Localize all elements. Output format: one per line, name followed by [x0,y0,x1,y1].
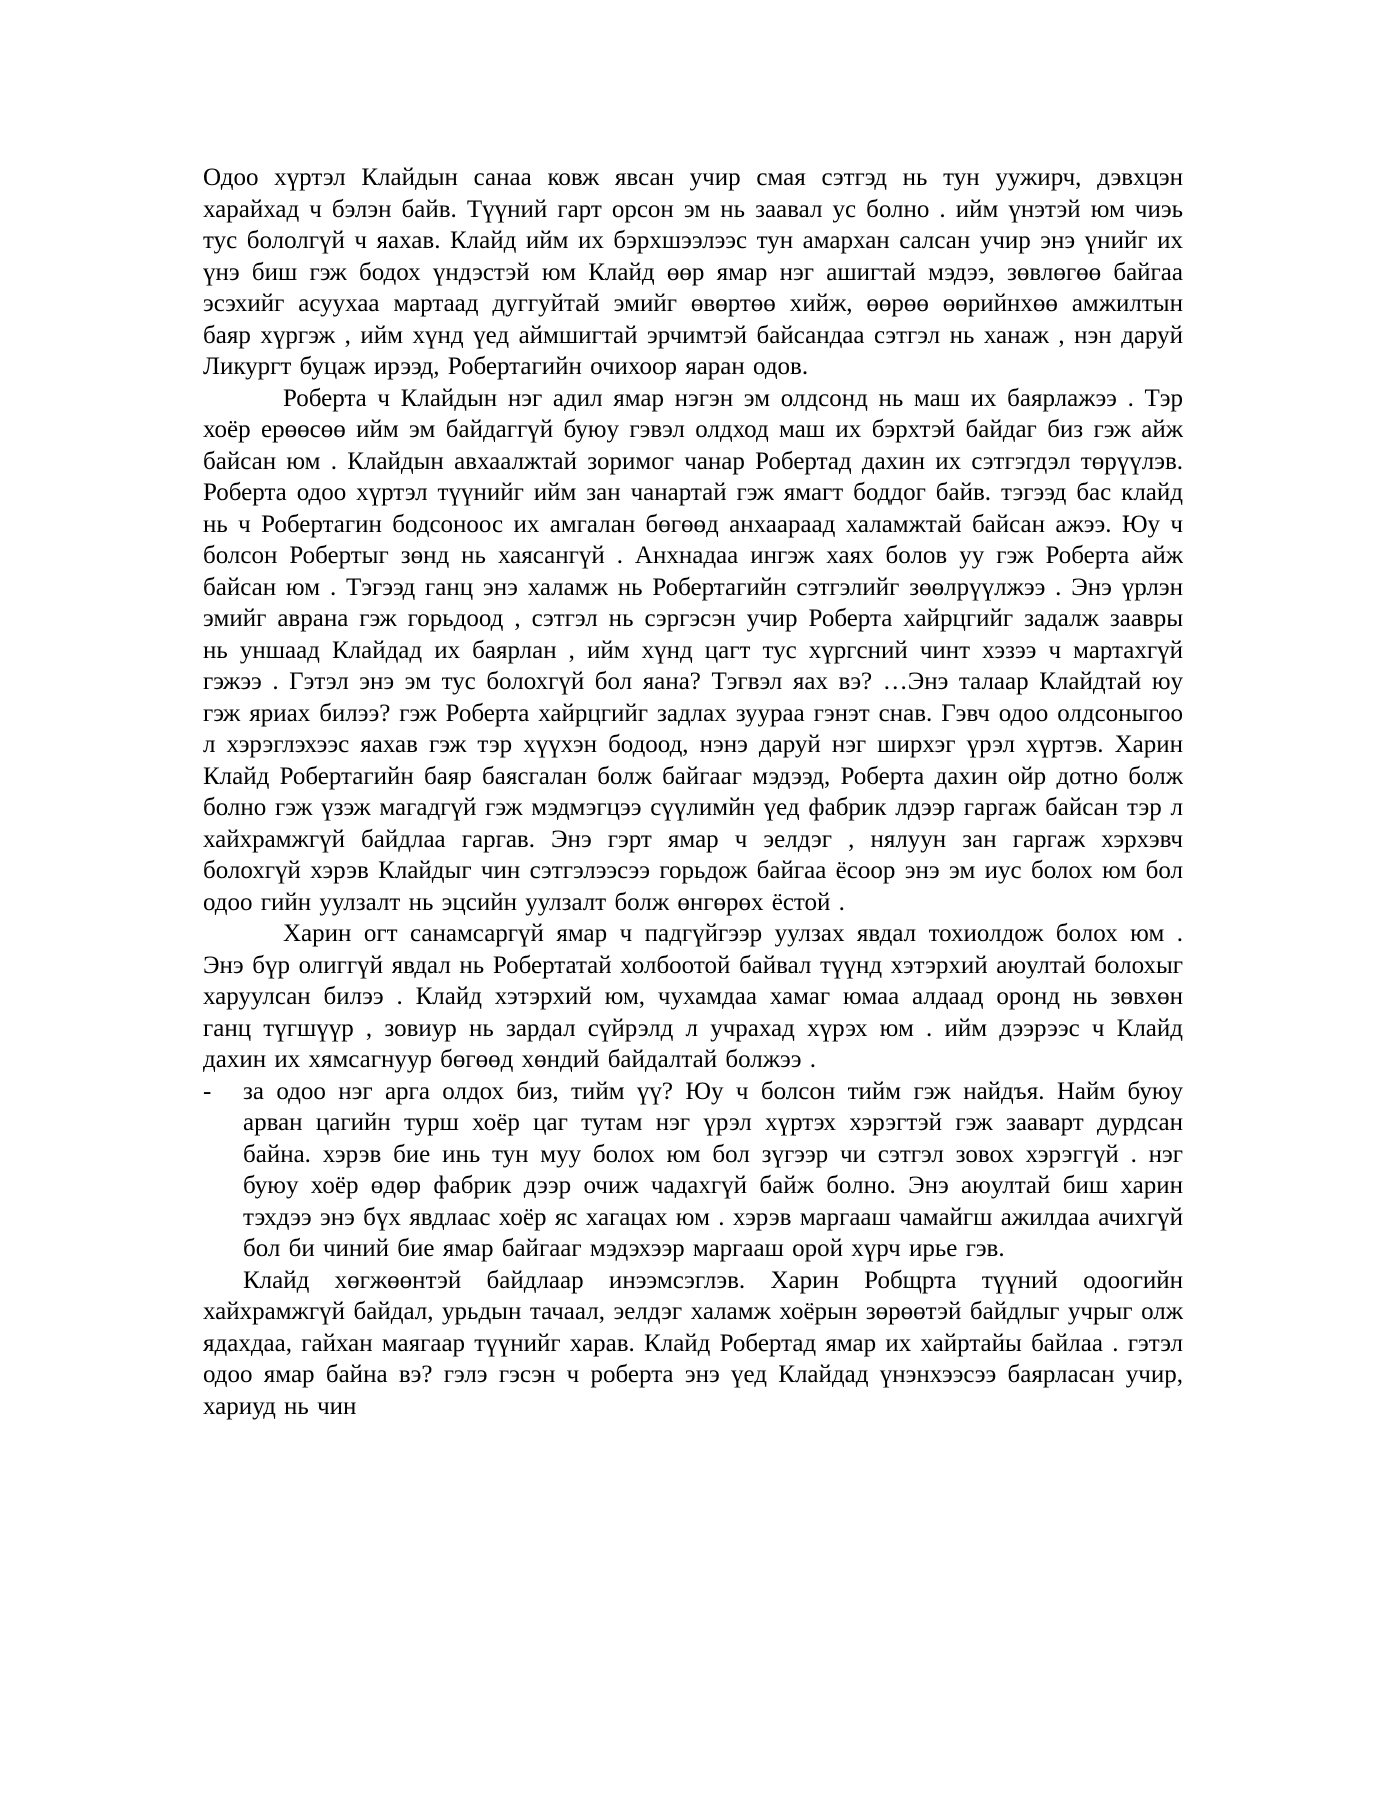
paragraph-1: Одоо хүртэл Клайдын санаа ковж явсан учир смая сэтгэд нь тун уужирч, дэвхцэн харайхад ч бэлэн байв. Түүний гарт орсон эм нь заавал ус болно . ийм үнэтэй юм чиэь тус бололгүй ч яахав. Клайд ийм их бэрхшээлээс тун амархан салсан учир энэ үнийг их үнэ биш гэж бодох үндэстэй юм Клайд өөр ямар нэг ашигтай мэдээ, зөвлөгөө байгаа эсэхийг асуухаа мартаад дуггуйтай эмийг өвөртөө хийж, өөрөө өөрийнхөө амжилтын баяр хүргэж , ийм хүнд үед аймшигтай эрчимтэй байсандаа сэтгэл нь ханаж , нэн даруй Ликургт буцаж ирээд, Робертагийн очихоор яаран одов. [203,164,1183,380]
dialogue-item [203,1076,1183,1265]
dialogue-text: за одоо нэг арга олдох биз, тийм үү? Юу ч болсон тийм гэж найдъя. Найм буюу арван цагийн турш хоёр цаг тутам нэг үрэл хүртэх хэрэгтэй гэж зааварт дурдсан байна. хэрэв бие инь тун муу болох юм бол зүгээр чи сэтгэл зовох хэрэггүй . нэг буюу хоёр өдөр фабрик дээр очиж чадахгүй байж болно. Энэ аюултай биш харин тэхдээ энэ бүх явдлаас хоёр яс хагацах юм . хэрэв маргааш чамайгш ажилдаа ачихгүй бол би чиний бие ямар байгааг мэдэхээр маргааш орой хүрч ирье гэв. [243,1077,1183,1262]
paragraph-3: Харин огт санамсаргүй ямар ч падгүйгээр уулзах явдал тохиолдож болох юм . Энэ бүр олиггүй явдал нь Робертатай холбоотой байвал түүнд хэтэрхий аюултай болохыг харуулсан билээ . Клайд хэтэрхий юм, чухамдаа хамаг юмаа алдаад оронд нь зөвхөн ганц түгшүүр , зовиур нь зардал сүйрэлд л учрахад хүрэх юм . ийм дээрээс ч Клайд дахин их хямсагнуур бөгөөд хөндий байдалтай болжээ . [203,920,1183,1073]
paragraph-2: Роберта ч Клайдын нэг адил ямар нэгэн эм олдсонд нь маш их баярлажээ . Тэр хоёр ерөөсөө ийм эм байдаггүй буюу гэвэл олдход маш их бэрхтэй байдаг биз гэж айж байсан юм . Клайдын авхаалжтай зоримог чанар Робертад дахин их сэтгэгдэл төрүүлэв. Роберта одоо хүртэл түүнийг ийм зан чанартай гэж ямагт боддог байв. тэгээд бас клайд нь ч Робертагин бодсоноос их амгалан бөгөөд анхаараад халамжтай байсан ажээ. Юу ч болсон Робертыг зөнд нь хаясангүй . Анхнадаа ингэж хаях болов уу гэж Роберта айж байсан юм . Тэгээд ганц энэ халамж нь Робертагийн сэтгэлийг зөөлрүүлжээ . Энэ үрлэн эмийг аврана гэж горьдоод , сэтгэл нь сэргэсэн учир Роберта хайрцгийг задалж заавры нь уншаад Клайдад их баярлан , ийм хүнд цагт тус хүргсний чинт хэзээ ч мартахгүй гэжээ . Гэтэл энэ эм тус болохгүй бол яана? Тэгвэл яах вэ? …Энэ талаар Клайдтай юу гэж яриах билээ? гэж Роберта хайрцгийг задлах зуураа гэнэт снав. Гэвч одоо олдсоныгоо л хэрэглэхээс яахав гэж тэр хүүхэн бодоод, нэнэ даруй нэг ширхэг үрэл хүртэв. Харин Клайд Робертагийн баяр баясгалан болж байгааг мэдээд, Роберта дахин ойр дотно болж болно гэж үзэж магадгүй гэж мэдмэгцээ сүүлимйн үед фабрик лдээр гаргаж байсан тэр л хайхрамжгүй байдлаа гаргав. Энэ гэрт ямар ч эелдэг , нялуун зан гаргаж хэрхэвч болохгүй хэрэв Клайдыг чин сэтгэлээсээ горьдож байгаа ёсоор энэ эм иус болох юм бол одоо гийн уулзалт нь эцсийн уулзалт болж өнгөрөх ёстой . [203,384,1183,916]
paragraph-5: Клайд хөгжөөнтэй байдлаар инээмсэглэв. Харин Робщрта түүний одоогийн хайхрамжгүй байдал, урьдын тачаал, эелдэг халамж хоёрын зөрөөтэй байдлыг учрыг олж ядахдаа, гайхан маягаар түүнийг харав. Клайд Робертад ямар их хайртайы байлаа . гэтэл одоо ямар байна вэ? гэлэ гэсэн ч роберта энэ үед Клайдад үнэнхээсээ баярласан учир, хариуд нь чин [203,1266,1183,1420]
dash-marker: - [203,1077,212,1105]
document-page [203,162,1183,1422]
